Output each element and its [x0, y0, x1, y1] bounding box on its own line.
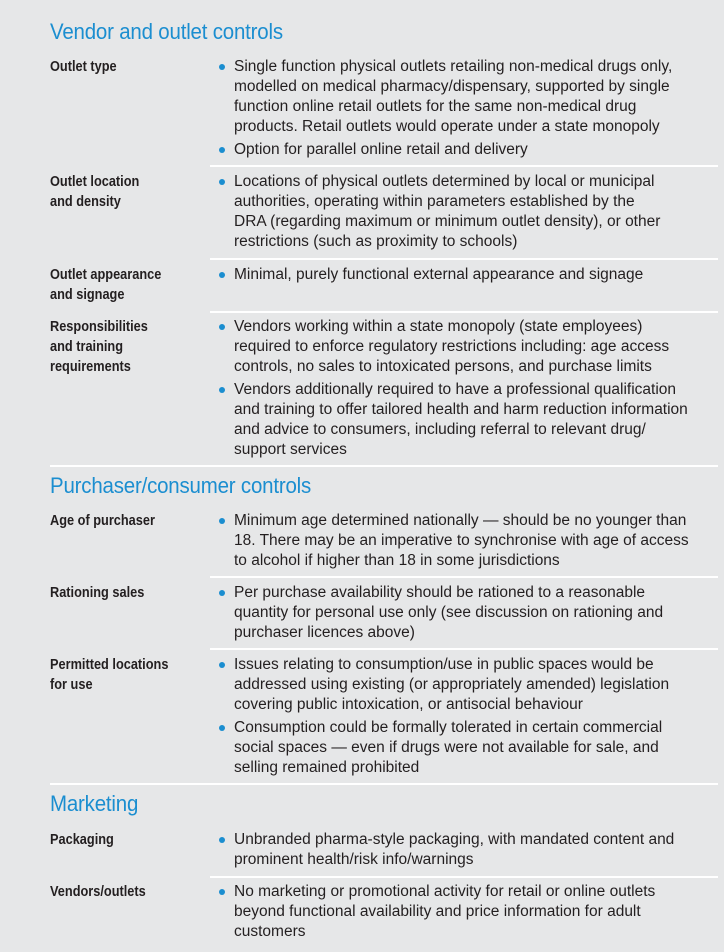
- section-divider: [50, 783, 718, 785]
- bullet-list: [218, 830, 718, 870]
- bullet-list: [218, 882, 718, 942]
- section-title-vendor-outlet: Vendor and outlet controls: [50, 19, 283, 44]
- row-divider: [210, 576, 718, 578]
- bullet-item: Vendors working within a state monopoly (state employees) required to enforce regulatory restrictions including: age access controls, no sales to intoxicated persons, and purchase limits: [218, 317, 718, 377]
- bullet-item: No marketing or promotional activity for retail or online outlets beyond functional availability and price information for adult customers: [218, 882, 718, 942]
- row-label: Outlet appearance and signage: [50, 267, 162, 303]
- bullet-item: Minimum age determined nationally — should be no younger than 18. There may be an imperative to synchronise with age of access to alcohol if higher than 18 in some jurisdictions: [218, 511, 718, 571]
- bullet-dot-icon: [219, 387, 225, 393]
- bullet-dot-icon: [219, 272, 225, 278]
- bullet-item: Unbranded pharma-style packaging, with mandated content and prominent health/risk info/warnings: [218, 830, 718, 870]
- bullet-dot-icon: [219, 518, 225, 524]
- row-divider: [210, 258, 718, 260]
- section-divider: [50, 465, 718, 467]
- row-divider: [210, 311, 718, 313]
- bullet-list: [218, 265, 718, 285]
- bullet-dot-icon: [219, 179, 225, 185]
- bullet-item: Issues relating to consumption/use in public spaces would be addressed using existing (or appropriately amended) legislation covering public intoxication, or antisocial behaviour: [218, 655, 718, 715]
- bullet-list: [218, 57, 718, 160]
- bullet-item: Per purchase availability should be rationed to a reasonable quantity for personal use only (see discussion on rationing and purchaser licences above): [218, 583, 718, 643]
- bullet-list: [218, 655, 718, 778]
- bullet-list: [218, 511, 718, 571]
- bullet-list: [218, 583, 718, 643]
- row-label: Vendors/outlets: [50, 884, 146, 900]
- bullet-dot-icon: [219, 64, 225, 70]
- bullet-item: Consumption could be formally tolerated in certain commercial social spaces — even if drugs were not available for sale, and selling remained prohibited: [218, 718, 718, 778]
- row-label: Outlet type: [50, 59, 117, 75]
- row-label: Age of purchaser: [50, 513, 155, 529]
- row-divider: [210, 876, 718, 878]
- row-label: Permitted locations for use: [50, 657, 169, 693]
- bullet-item: Minimal, purely functional external appearance and signage: [218, 265, 718, 285]
- bullet-item: Single function physical outlets retailing non-medical drugs only, modelled on medical pharmacy/dispensary, supported by single function online retail outlets for the same non-medical drug products. Retail outlets would operate under a state monopoly: [218, 57, 718, 137]
- section-title-purchaser-consumer: Purchaser/consumer controls: [50, 473, 312, 498]
- row-divider: [210, 165, 718, 167]
- bullet-dot-icon: [219, 662, 225, 668]
- bullet-dot-icon: [219, 837, 225, 843]
- bullet-item: Option for parallel online retail and delivery: [218, 140, 718, 160]
- row-label: Outlet location and density: [50, 174, 140, 210]
- row-label: Packaging: [50, 832, 114, 848]
- row-divider: [210, 648, 718, 650]
- section-title-marketing: Marketing: [50, 791, 139, 816]
- row-label: Rationing sales: [50, 585, 145, 601]
- bullet-dot-icon: [219, 147, 225, 153]
- bullet-dot-icon: [219, 590, 225, 596]
- bullet-list: [218, 317, 718, 460]
- bullet-dot-icon: [219, 889, 225, 895]
- bullet-item: Vendors additionally required to have a professional qualification and training to offer tailored health and harm reduction information and advice to consumers, including referral to relevant drug/ support services: [218, 380, 718, 460]
- bullet-dot-icon: [219, 725, 225, 731]
- bullet-dot-icon: [219, 324, 225, 330]
- row-label: Responsibilities and training requirements: [50, 319, 148, 375]
- bullet-list: [218, 172, 718, 252]
- bullet-item: Locations of physical outlets determined by local or municipal authorities, operating within parameters established by the DRA (regarding maximum or minimum outlet density), or other restrictions (such as proximity to schools): [218, 172, 718, 252]
